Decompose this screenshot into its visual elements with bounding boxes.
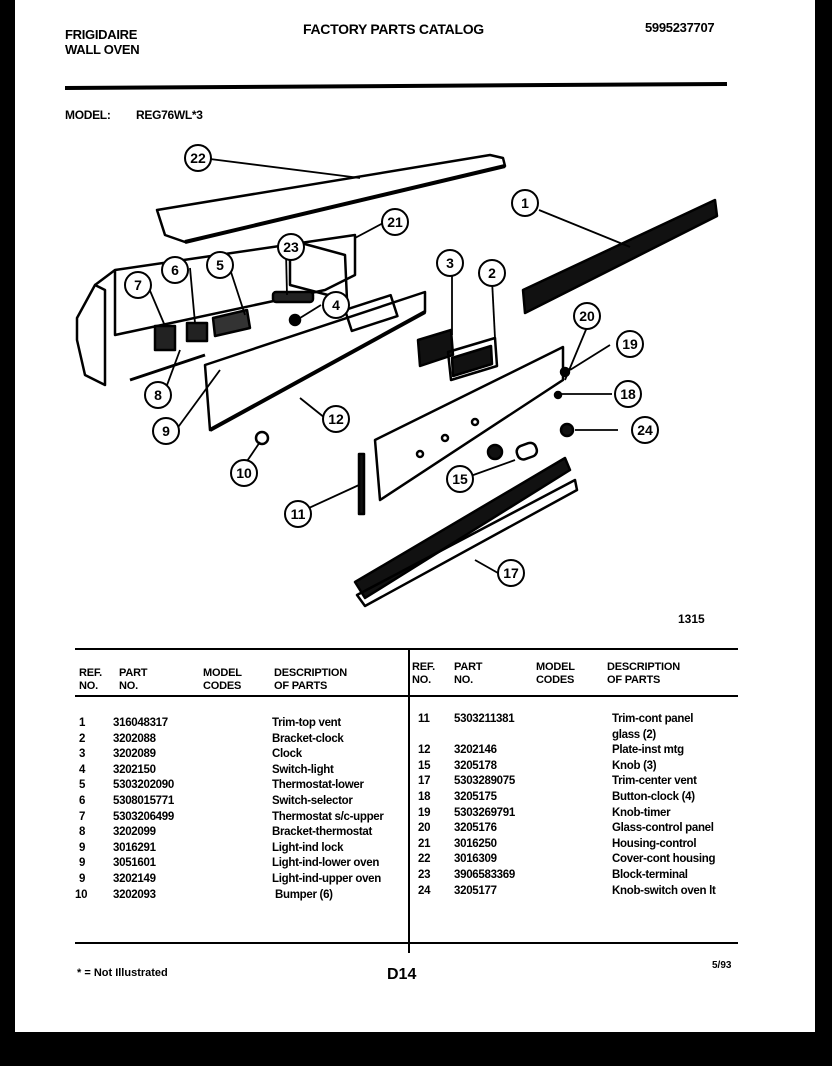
not-illustrated-note: * = Not Illustrated: [77, 967, 168, 979]
table-row: 15 3205178 Knob (3): [418, 759, 657, 772]
svg-text:15: 15: [452, 471, 468, 487]
svg-text:17: 17: [503, 565, 519, 581]
table-bottom-rule: [75, 942, 738, 944]
table-row: 9 3051601 Light-ind-lower oven: [79, 857, 380, 870]
callout-8: [145, 382, 171, 408]
svg-text:7: 7: [134, 277, 142, 293]
table-row: 10 3202093 Bumper (6): [75, 888, 333, 901]
callout-15: [447, 466, 473, 492]
table-row: 8 3202099 Bracket-thermostat: [79, 826, 373, 839]
table-row: 1 316048317 Trim-top vent: [79, 717, 341, 729]
table-row: 5 5303202090 Thermostat-lower: [79, 779, 364, 792]
svg-text:6: 6: [171, 262, 179, 278]
header-part: PART NO.: [119, 667, 148, 692]
table-row: 17 5303289075 Trim-center vent: [418, 775, 697, 788]
page-number: D14: [387, 966, 417, 983]
table-row: 19 5303269791 Knob-timer: [418, 806, 671, 819]
table-row: 21 3016250 Housing-control: [418, 837, 697, 850]
callout-19: [617, 331, 643, 357]
table-row: 18 3205175 Button-clock (4): [418, 790, 695, 803]
callout-9: [153, 418, 179, 444]
table-row: 2 3202088 Bracket-clock: [79, 732, 344, 745]
product-type: WALL OVEN: [65, 42, 140, 57]
callout-24: [632, 417, 658, 443]
callout-22: [185, 145, 211, 171]
callout-11: [285, 501, 311, 527]
table-row: 12 3202146 Plate-inst mtg: [418, 744, 684, 757]
svg-text:5: 5: [216, 257, 224, 273]
header-model: MODEL CODES: [203, 667, 242, 692]
svg-text:9: 9: [162, 423, 170, 439]
table-row: 6 5308015771 Switch-selector: [79, 794, 353, 807]
callout-23: [278, 234, 304, 260]
callout-3: [437, 250, 463, 276]
right-parts-list: [418, 712, 748, 899]
table-row: 9 3016291 Light-ind lock: [79, 841, 344, 854]
callout-12: [323, 406, 349, 432]
brand-name: FRIGIDAIRE: [65, 27, 138, 42]
callout-1: [512, 190, 538, 216]
table-row: 24 3205177 Knob-switch oven lt: [418, 884, 716, 897]
callout-6: [162, 257, 188, 283]
callout-5: [207, 252, 233, 278]
catalog-page: [15, 0, 815, 1032]
table-row-continuation: glass (2): [612, 728, 656, 741]
svg-text:8: 8: [154, 387, 162, 403]
model-value: REG76WL*3: [136, 108, 203, 122]
figure-number: 1315: [678, 612, 705, 626]
table-row: 23 3906583369 Block-terminal: [418, 868, 688, 881]
catalog-number: 5995237707: [645, 20, 715, 35]
table-row: 22 3016309 Cover-cont housing: [418, 853, 716, 866]
left-parts-list: [75, 716, 409, 903]
svg-text:10: 10: [236, 465, 252, 481]
brand-block: [65, 27, 139, 57]
table-row: 11 5303211381 Trim-cont panel: [418, 713, 694, 725]
header-part-right: PART NO.: [454, 661, 483, 686]
table-header-rule: [75, 695, 738, 697]
svg-text:12: 12: [328, 411, 344, 427]
cover-housing-part: [157, 155, 505, 242]
header-rule: [65, 82, 727, 90]
header-ref-right: REF. NO.: [412, 661, 436, 686]
table-top-rule: [75, 648, 738, 650]
svg-text:20: 20: [579, 308, 595, 324]
table-row: 7 5303206499 Thermostat s/c-upper: [79, 810, 384, 823]
page-title: FACTORY PARTS CATALOG: [303, 21, 484, 37]
table-row: 9 3202149 Light-ind-upper oven: [79, 872, 381, 885]
header-model-right: MODEL CODES: [536, 661, 575, 686]
svg-text:24: 24: [637, 422, 653, 438]
model-label: MODEL:: [65, 108, 111, 122]
callout-7: [125, 272, 151, 298]
header-desc: DESCRIPTION OF PARTS: [274, 667, 347, 692]
svg-text:1: 1: [521, 195, 529, 211]
svg-text:18: 18: [620, 386, 636, 402]
callout-4: [323, 292, 349, 318]
svg-text:2: 2: [488, 265, 496, 281]
revision-date: 5/93: [712, 960, 732, 971]
svg-text:3: 3: [446, 255, 454, 271]
svg-text:23: 23: [283, 239, 299, 255]
svg-text:21: 21: [387, 214, 403, 230]
header-desc-right: DESCRIPTION OF PARTS: [607, 661, 680, 686]
callout-17: [498, 560, 524, 586]
callout-21: [382, 209, 408, 235]
callout-18: [615, 381, 641, 407]
svg-text:11: 11: [290, 506, 306, 522]
header-ref: REF. NO.: [79, 667, 103, 692]
svg-text:19: 19: [622, 336, 638, 352]
svg-text:4: 4: [332, 297, 340, 313]
table-row: 4 3202150 Switch-light: [79, 763, 334, 776]
callout-20: [574, 303, 600, 329]
callout-10: [231, 460, 257, 486]
exploded-parts-diagram: [55, 140, 775, 640]
svg-text:22: 22: [190, 150, 206, 166]
callout-2: [479, 260, 505, 286]
table-row: 3 3202089 Clock: [79, 748, 302, 761]
table-row: 20 3205176 Glass-control panel: [418, 822, 714, 835]
